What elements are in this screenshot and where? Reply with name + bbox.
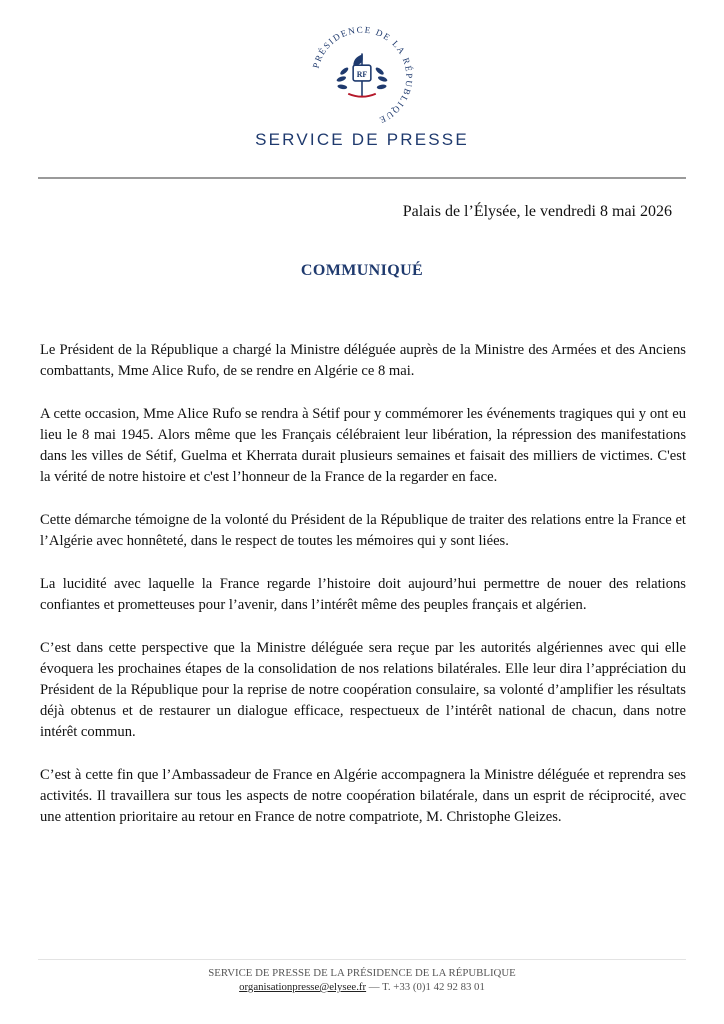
document-body — [40, 340, 686, 850]
footer-service-line: SERVICE DE PRESSE DE LA PRÉSIDENCE DE LA RÉPUBLIQUE — [208, 967, 516, 979]
service-title: SERVICE DE PRESSE — [255, 130, 469, 149]
footer-divider — [38, 959, 686, 960]
dateline: Palais de l’Élysée, le vendredi 8 mai 2026 — [402, 203, 672, 220]
paragraph: A cette occasion, Mme Alice Rufo se rendra à Sétif pour y commémorer les événements tragiques qui y ont eu lieu le 8 mai 1945. Alors même que les Français célébraient leur libération, la répression des manifestations dans les villes de Sétif, Guelma et Kherrata durait plusieurs semaines et faisait des milliers de victimes. C'est la vérité de notre histoire et c'est l’honneur de la France de la regarder en face. — [40, 406, 686, 485]
paragraph: Cette démarche témoigne de la volonté du Président de la République de traiter des relations entre la France et l’Algérie avec honnêteté, dans le respect de toutes les mémoires qui y sont liées. — [40, 512, 686, 549]
footer — [0, 966, 724, 994]
paragraph: La lucidité avec laquelle la France regarde l’histoire doit aujourd’hui permettre de nouer des relations confiantes et prometteuses pour l’avenir, dans l’intérêt même des peuples français et algérien. — [40, 576, 686, 613]
footer-contact-line — [0, 980, 724, 994]
seal-monogram: RF — [356, 70, 368, 79]
seal-ring-text: PRÉSIDENCE DE LA RÉPUBLIQUE — [310, 24, 415, 126]
paragraph: C’est à cette fin que l’Ambassadeur de France en Algérie accompagnera la Ministre déléguée et reprendra ses activités. Il travaillera sur tous les aspects de notre coopération bilatérale, dans un esprit de réciprocité, avec une attention prioritaire au retour en France de notre compatriote, M. Christophe Gleizes. — [40, 767, 686, 825]
presidency-seal-logo — [303, 18, 421, 136]
paragraph: Le Président de la République a chargé la Ministre déléguée auprès de la Ministre des Armées et des Anciens combattants, Mme Alice Rufo, de se rendre en Algérie ce 8 mai. — [40, 342, 686, 379]
paragraph: C’est dans cette perspective que la Ministre déléguée sera reçue par les autorités algériennes avec qui elle évoquera les prochaines étapes de la consolidation de nos relations bilatérales. Elle leur dira l’appréciation du Président de la République pour la reprise de notre coopération consulaire, sa volonté d’amplifier les résultats déjà obtenus et de restaurer un dialogue efficace, respectueux de l’intérêt national de chacun, dans notre intérêt commun. — [40, 640, 686, 740]
header-divider — [38, 177, 686, 179]
footer-phone: — T. +33 (0)1 42 92 83 01 — [366, 981, 485, 993]
email-link[interactable]: organisationpresse@elysee.fr — [239, 981, 367, 993]
document-title: COMMUNIQUÉ — [300, 262, 424, 279]
